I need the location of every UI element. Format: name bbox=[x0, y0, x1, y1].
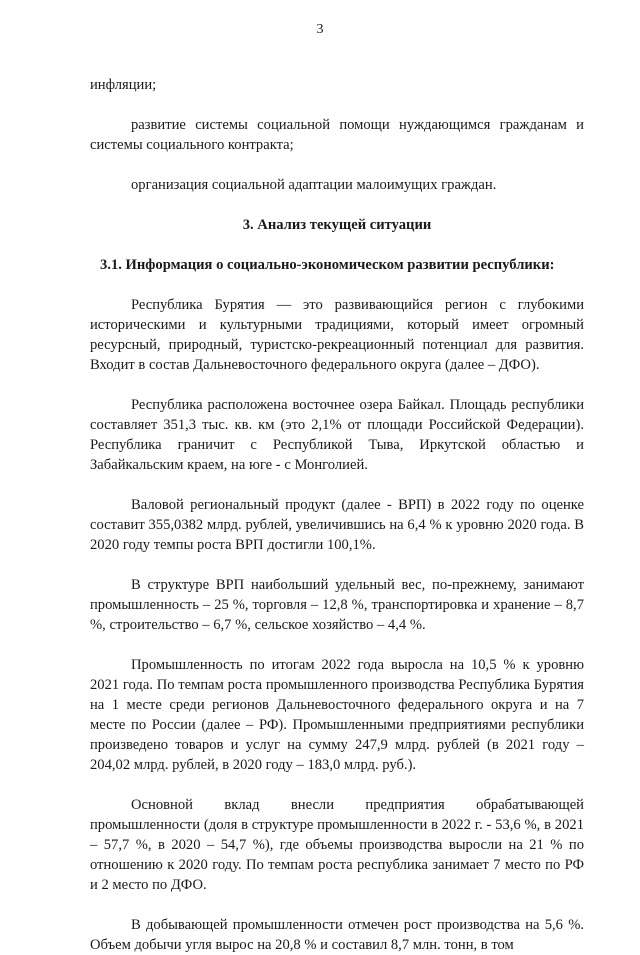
paragraph-body-6: Основной вклад внесли предприятия обрабатывающей промышленности (доля в структуре промышленности в 2022 г. - 53,6 %, в 2021 – 57,7 %, в 2020 – 54,7 %), где объемы производства выросли на 21 % по отношению к 2020 году. По темпам роста республика занимает 7 место по РФ и 2 место по ДФО. bbox=[90, 797, 584, 893]
section-title: 3. Анализ текущей ситуации bbox=[242, 217, 432, 233]
paragraph-body-3: Валовой региональный продукт (далее - ВРП) в 2022 году по оценке составит 355,0382 млрд. рублей, увеличившись на 6,4 % к уровню 2020 года. В 2020 году темпы роста ВРП достигли 100,1%. bbox=[90, 497, 584, 553]
paragraph-intro-1: инфляции; bbox=[90, 77, 157, 93]
paragraph-body-7: В добывающей промышленности отмечен рост производства на 5,6 %. Объем добычи угля вырос на 20,8 % и составил 8,7 млн. тонн, в том bbox=[90, 917, 584, 953]
paragraph-body-4: В структуре ВРП наибольший удельный вес, по-прежнему, занимают промышленность – 25 %, торговля – 12,8 %, транспортировка и хранение – 8,7 %, строительство – 6,7 %, сельское хозяйство – 4,4 %. bbox=[90, 577, 584, 633]
paragraph-body-2: Республика расположена восточнее озера Байкал. Площадь республики составляет 351,3 тыс. кв. км (это 2,1% от площади Российской Федерации). Республика граничит с Республикой Тыва, Иркутской областью и Забайкальским краем, на юге - с Монголией. bbox=[90, 397, 584, 473]
page-number: 3 bbox=[316, 22, 324, 37]
paragraph-body-1: Республика Бурятия — это развивающийся регион с глубокими историческими и культурными традициями, который имеет огромный ресурсный, природный, туристско-рекреационный потенциал для развития. Входит в состав Дальневосточного федерального округа (далее – ДФО). bbox=[90, 297, 584, 373]
document-body bbox=[90, 75, 584, 955]
paragraph-intro-2: развитие системы социальной помощи нуждающимся гражданам и системы социального контракта; bbox=[90, 117, 584, 153]
paragraph-intro-3: организация социальной адаптации малоимущих граждан. bbox=[131, 177, 497, 193]
paragraph-body-5: Промышленность по итогам 2022 года выросла на 10,5 % к уровню 2021 года. По темпам роста промышленного производства Республика Бурятия на 1 месте среди регионов Дальневосточного федерального округа и на 7 месте по России (далее – РФ). Промышленными предприятиями республики произведено товаров и услуг на сумму 247,9 млрд. рублей (в 2021 году – 204,02 млрд. рублей, в 2020 году – 183,0 млрд. руб.). bbox=[90, 657, 584, 773]
subsection-title: 3.1. Информация о социально-экономическом развитии республики: bbox=[100, 257, 555, 273]
